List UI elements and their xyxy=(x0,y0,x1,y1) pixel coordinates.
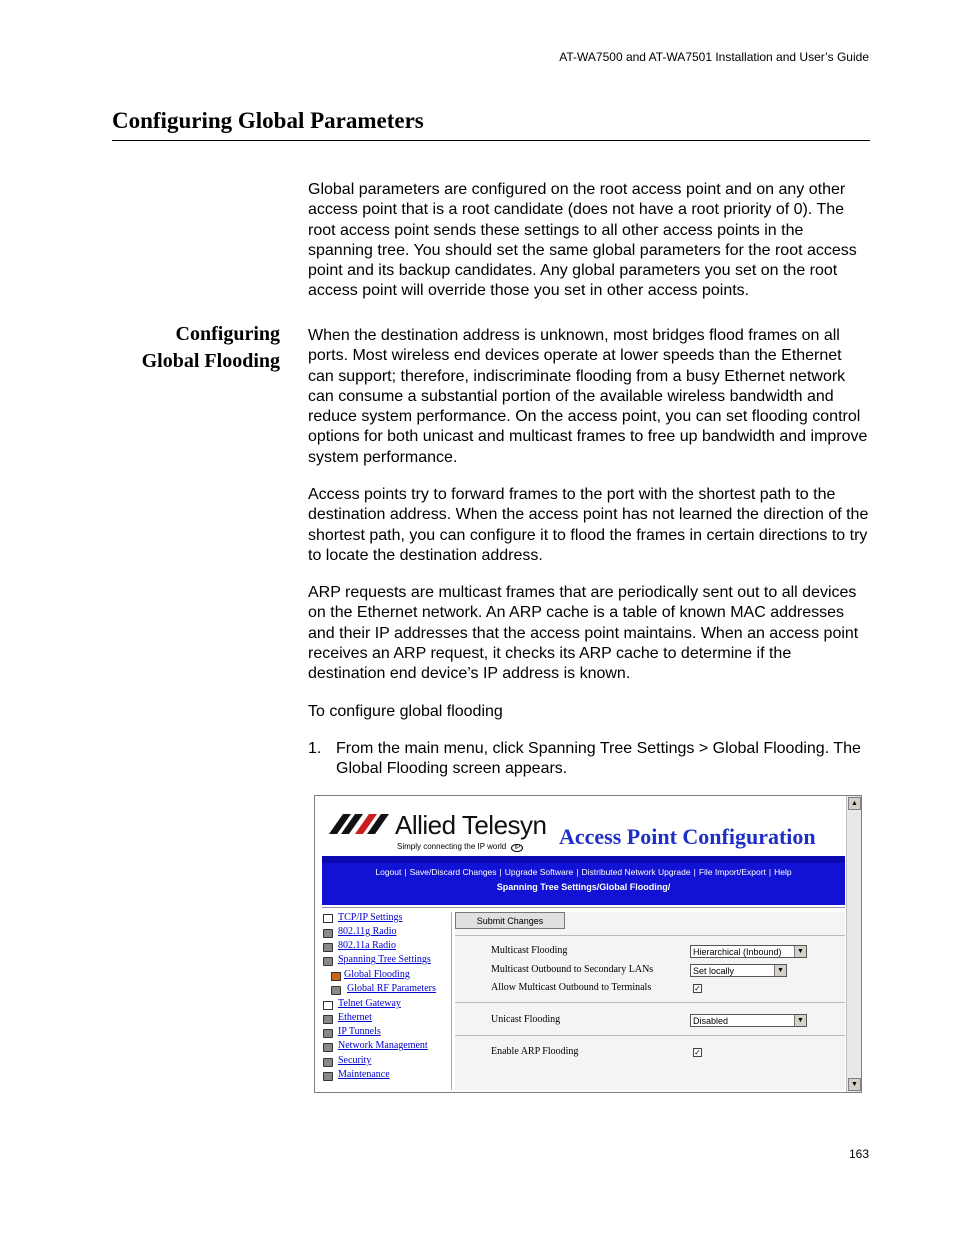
subsection-title: Configuring Global Flooding xyxy=(141,323,280,372)
tree-item-80211a-radio[interactable]: 802.11a Radio xyxy=(338,940,396,951)
nav-top-band xyxy=(322,856,845,863)
nav-separator: | xyxy=(768,867,772,877)
global-flooding-screenshot xyxy=(314,795,862,1093)
multicast-flooding-label: Multicast Flooding xyxy=(491,945,568,956)
nav-distributed-upgrade[interactable]: Distributed Network Upgrade xyxy=(581,867,691,877)
folder-icon xyxy=(323,1015,333,1024)
folder-open-icon xyxy=(323,957,333,966)
running-header: AT-WA7500 and AT-WA7501 Installation and User’s Guide xyxy=(559,50,869,64)
chevron-down-icon: ▼ xyxy=(794,946,806,957)
header-divider xyxy=(322,907,845,908)
nav-separator: | xyxy=(499,867,502,877)
tree-item-ip-tunnels[interactable]: IP Tunnels xyxy=(338,1026,381,1037)
brand-tagline: Simply connecting the IP world IP xyxy=(397,842,523,852)
allow-multicast-label: Allow Multicast Outbound to Terminals xyxy=(491,982,652,993)
chevron-down-icon: ▼ xyxy=(794,1015,806,1026)
nav-separator: | xyxy=(693,867,696,877)
nav-separator: | xyxy=(404,867,407,877)
step-text: From the main menu, click Spanning Tree Settings > Global Flooding. The Global Flooding screen appears. xyxy=(336,740,861,778)
page-selected-icon xyxy=(331,972,341,981)
folder-icon xyxy=(331,986,341,995)
app-title: Access Point Configuration xyxy=(559,824,816,849)
tree-item-ethernet[interactable]: Ethernet xyxy=(338,1012,372,1023)
allow-multicast-checkbox[interactable]: ✓ xyxy=(694,984,701,993)
tree-item-network-management[interactable]: Network Management xyxy=(338,1040,428,1051)
procedure-intro: To configure global flooding xyxy=(308,703,503,720)
unicast-flooding-select[interactable]: Disabled ▼ xyxy=(690,1014,807,1027)
tree-item-80211g-radio[interactable]: 802.11g Radio xyxy=(338,926,397,937)
multicast-flooding-select[interactable]: Hierarchical (Inbound) ▼ xyxy=(690,945,807,958)
folder-icon xyxy=(323,1043,333,1052)
page-number: 163 xyxy=(848,1147,869,1161)
nav-upgrade-software[interactable]: Upgrade Software xyxy=(504,867,574,877)
document-icon xyxy=(323,914,333,923)
tree-item-maintenance[interactable]: Maintenance xyxy=(338,1069,390,1080)
intro-paragraph: Global parameters are configured on the root access point and on any other access point that is a root candidate (does not have a root priority of 0). The root access point sends these settings to all other access points in the spanning tree. You should set the same global parameters for the root access point and its backup candidates. Any global parameters you set on the root access point will override those you set in other access points. xyxy=(308,181,857,300)
folder-icon xyxy=(323,943,333,952)
settings-panel xyxy=(455,912,845,1090)
nav-bar xyxy=(322,856,845,905)
chevron-down-icon: ▼ xyxy=(774,965,786,976)
document-icon xyxy=(323,1001,333,1010)
nav-logout[interactable]: Logout xyxy=(375,867,402,877)
folder-icon xyxy=(323,1058,333,1067)
tree-item-global-flooding[interactable]: Global Flooding xyxy=(344,969,410,980)
nav-separator: | xyxy=(576,867,579,877)
brand-name: Allied Telesyn xyxy=(395,810,547,840)
tree-item-global-rf-parameters[interactable]: Global RF Parameters xyxy=(347,983,436,994)
ip-badge-icon: IP xyxy=(511,844,523,852)
brand-header xyxy=(323,804,843,858)
allied-telesyn-logo-icon xyxy=(329,812,389,836)
scroll-up-icon[interactable]: ▲ xyxy=(848,797,861,810)
unicast-flooding-label: Unicast Flooding xyxy=(491,1014,561,1025)
page-title: Configuring Global Parameters xyxy=(112,108,424,133)
breadcrumb: Spanning Tree Settings/Global Flooding/ xyxy=(496,882,671,892)
nav-file-import-export[interactable]: File Import/Export xyxy=(698,867,766,877)
section-divider xyxy=(455,1035,845,1036)
enable-arp-checkbox[interactable]: ✓ xyxy=(694,1048,701,1057)
enable-arp-label: Enable ARP Flooding xyxy=(491,1046,579,1057)
tree-item-spanning-tree-settings[interactable]: Spanning Tree Settings xyxy=(338,954,431,965)
multicast-outbound-label: Multicast Outbound to Secondary LANs xyxy=(491,964,654,975)
scrollbar[interactable] xyxy=(846,796,861,1092)
nav-links xyxy=(322,867,845,877)
multicast-outbound-select[interactable]: Set locally ▼ xyxy=(690,964,787,977)
subsection-paragraph-3: ARP requests are multicast frames that are periodically sent out to all devices on the Ethernet network. An ARP cache is a table of known MAC addresses and their IP addresses that the access point maintains. When an access point receives an ARP request, it checks its ARP cache to determine if the destination end device’s IP address is known. xyxy=(308,584,859,683)
section-divider xyxy=(455,1002,845,1003)
tree-item-tcpip-settings[interactable]: TCP/IP Settings xyxy=(338,912,403,923)
nav-save-discard[interactable]: Save/Discard Changes xyxy=(409,867,497,877)
title-rule xyxy=(112,140,870,141)
tree-item-security[interactable]: Security xyxy=(338,1055,372,1066)
tree-menu xyxy=(321,912,452,1090)
tree-item-telnet-gateway[interactable]: Telnet Gateway xyxy=(338,998,401,1009)
subsection-paragraph-2: Access points try to forward frames to the port with the shortest path to the destination address. When the access point has not learned the direction of the shortest path, you can configure it to flood the frames in certain directions to try to locate the destination address. xyxy=(308,486,869,564)
subsection-paragraph-1: When the destination address is unknown, most bridges flood frames on all ports. Most wireless end devices operate at lower speeds than the Ethernet can support; therefore, indiscriminate flooding from a busy Ethernet network can consume a substantial portion of the available wireless bandwidth and reduce system performance. On the access point, you can set flooding control options for both unicast and multicast frames to free up bandwidth and improve system performance. xyxy=(308,327,868,466)
section-divider xyxy=(455,935,845,936)
scroll-down-icon[interactable]: ▼ xyxy=(848,1078,861,1091)
folder-icon xyxy=(323,929,333,938)
procedure-steps xyxy=(308,739,870,780)
nav-help[interactable]: Help xyxy=(774,867,792,877)
step-number: 1. xyxy=(308,740,322,757)
submit-changes-button[interactable]: Submit Changes xyxy=(455,912,565,929)
step-1 xyxy=(308,739,870,780)
folder-icon xyxy=(323,1029,333,1038)
folder-icon xyxy=(323,1072,333,1081)
